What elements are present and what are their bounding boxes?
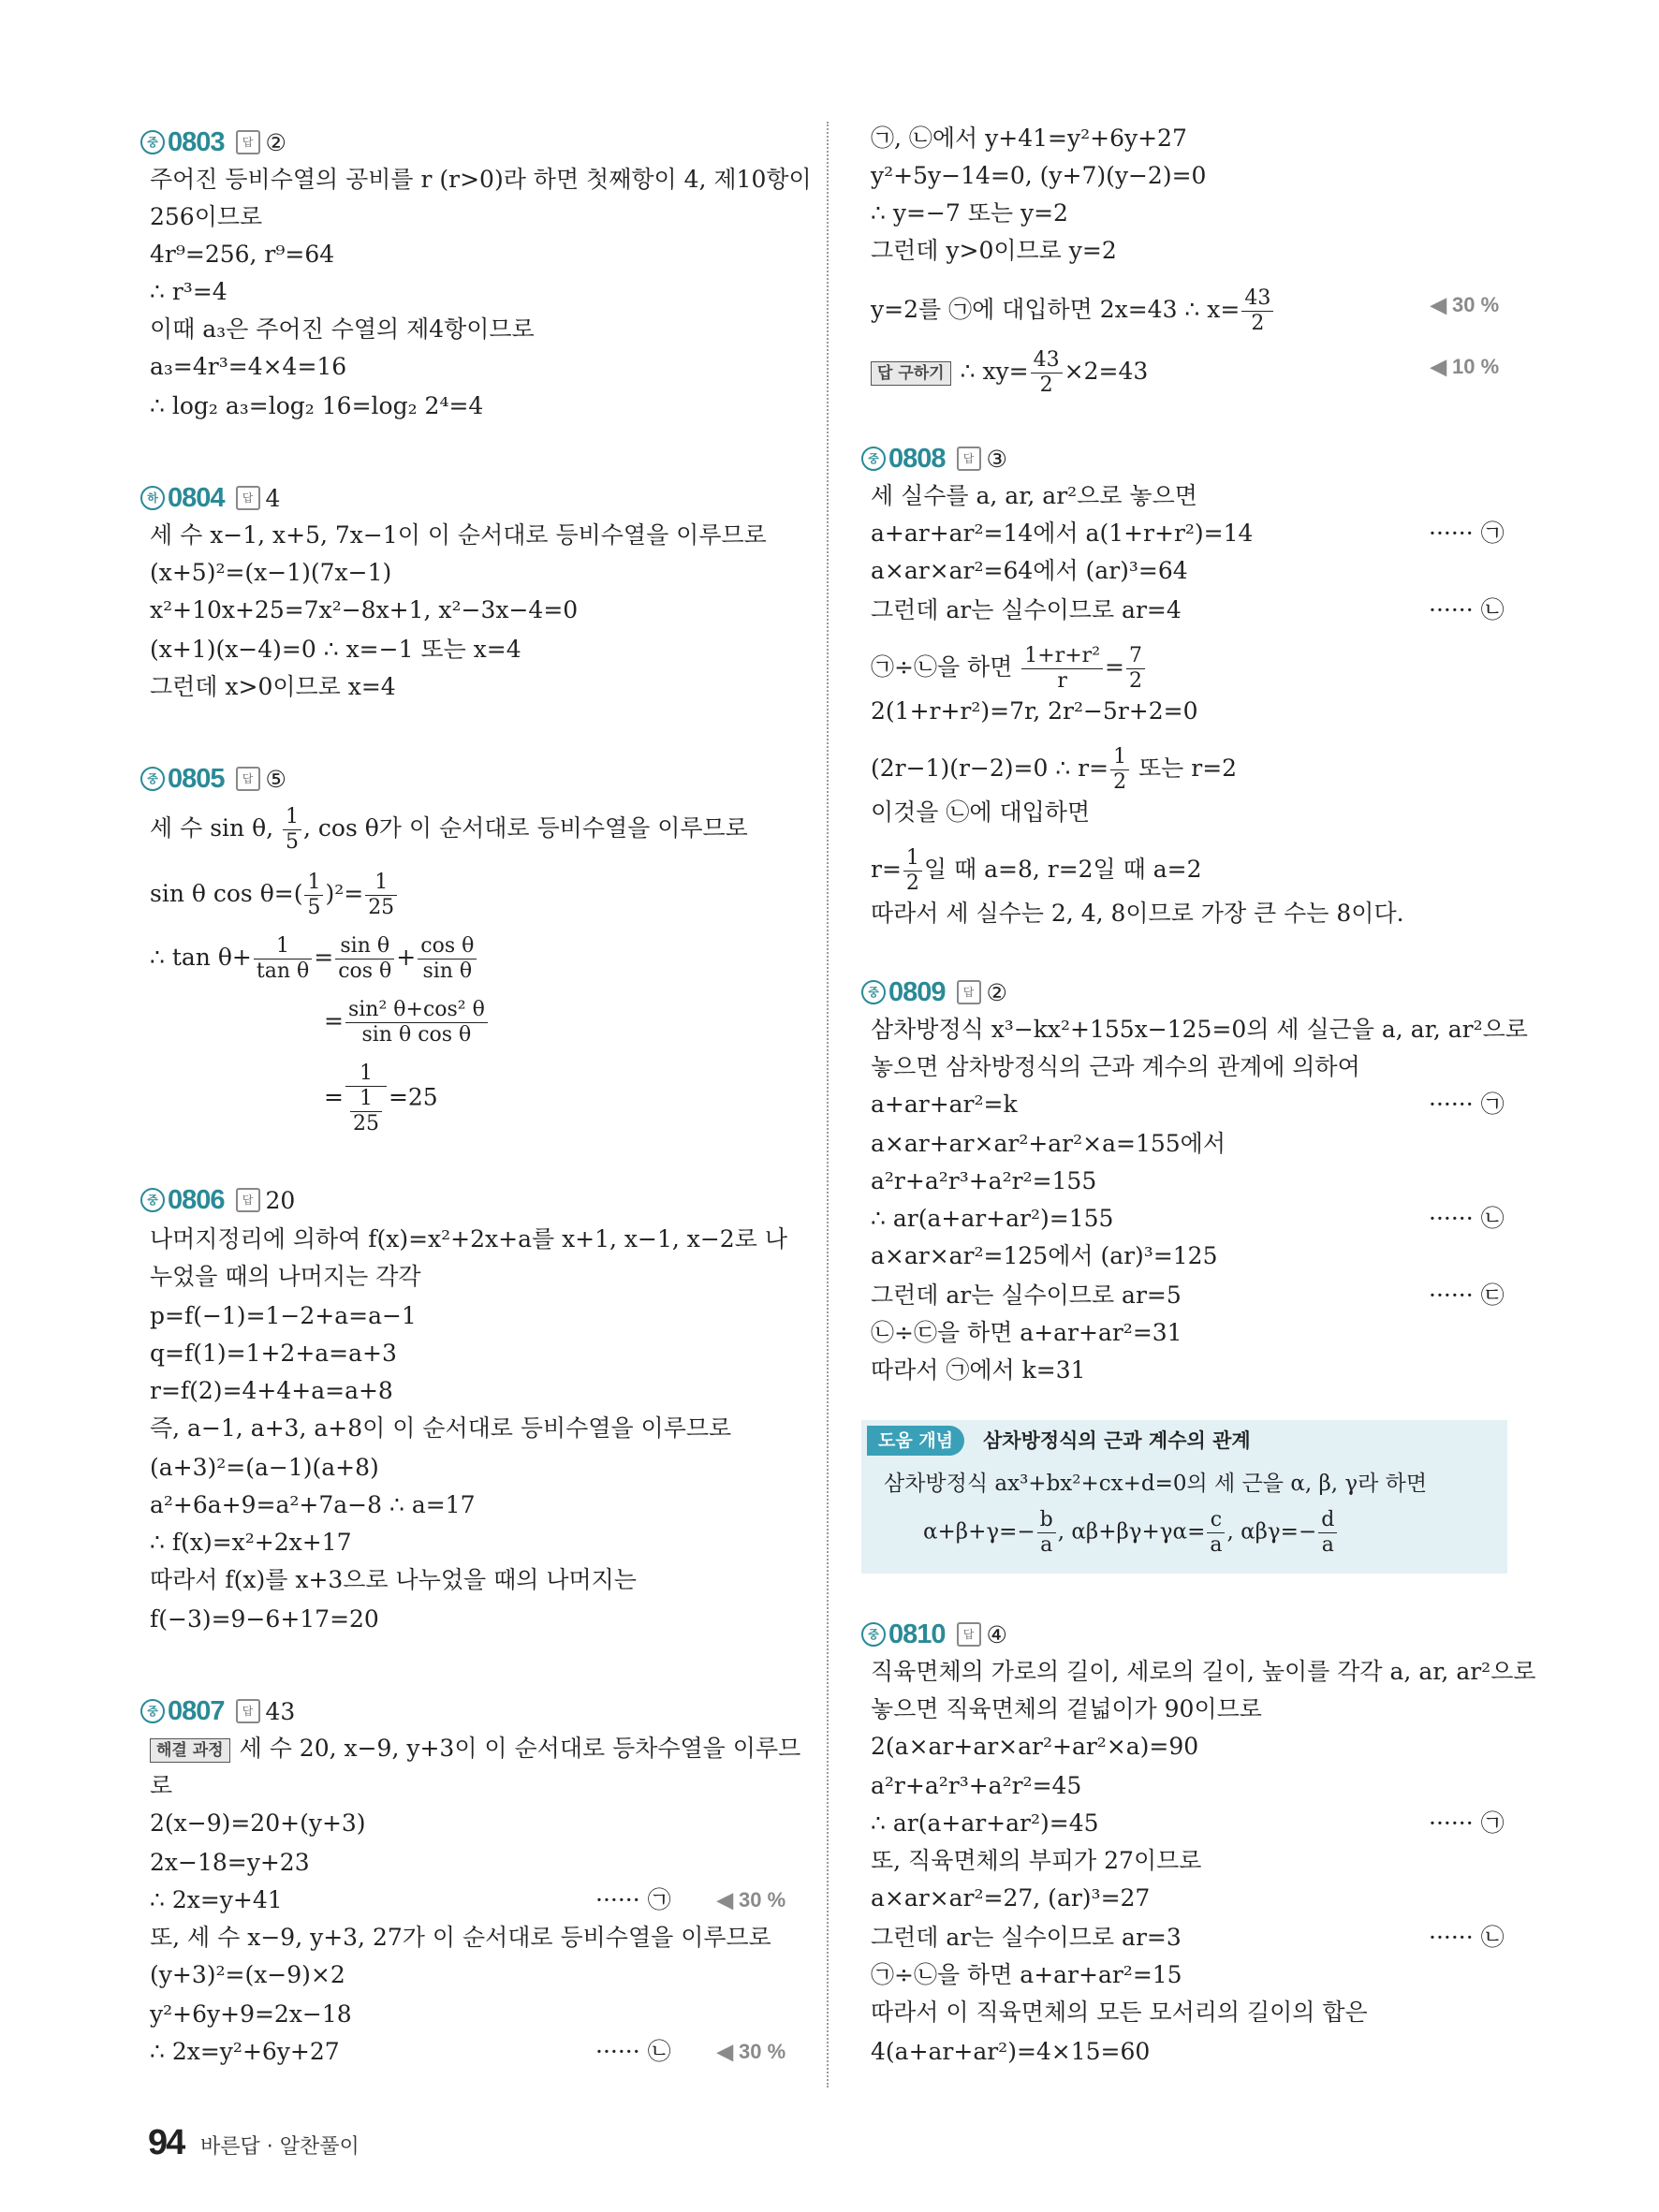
solution-line: 그런데 x>0이므로 x=4 bbox=[150, 673, 396, 700]
solution-line: 따라서 이 직육면체의 모든 모서리의 길이의 합은 bbox=[871, 1999, 1368, 2026]
solution-line: a₃=4r³=4×4=16 bbox=[150, 353, 347, 380]
problem-0805-header bbox=[140, 762, 286, 796]
problem-0806-header bbox=[140, 1183, 295, 1217]
solution-line: ∴ f(x)=x²+2x+17 bbox=[150, 1529, 352, 1556]
fraction: $\frac{1}{5}$ bbox=[304, 872, 323, 918]
equation-marker: ······ ㉡ bbox=[595, 2038, 671, 2065]
solution-line: r= $\frac{1}{2}$ 일 때 a=8, r=2일 때 a=2 bbox=[871, 846, 1202, 895]
fraction: $\frac{1}{2}$ bbox=[903, 848, 922, 894]
difficulty-badge: 중 bbox=[140, 1188, 165, 1212]
answer-value: 43 bbox=[265, 1697, 296, 1725]
solution-line: ∴ ar(a+ar+ar²)=45 bbox=[871, 1809, 1099, 1837]
answer-icon: 답 bbox=[957, 980, 981, 1004]
solution-line: 놓으면 직육면체의 겉넓이가 90이므로 bbox=[871, 1695, 1262, 1722]
solution-line: a×ar×ar²=125에서 (ar)³=125 bbox=[871, 1242, 1218, 1269]
fraction: $\frac{43}{2}$ bbox=[1241, 288, 1273, 334]
fraction: $\frac{d}{a}$ bbox=[1318, 1510, 1337, 1556]
solution-line: 4(a+ar+ar²)=4×15=60 bbox=[871, 2038, 1151, 2065]
step-tag: 답 구하기 bbox=[871, 361, 951, 386]
problem-number: 0807 bbox=[168, 1695, 225, 1726]
answer-icon: 답 bbox=[236, 1188, 260, 1212]
step-tag: 해결 과정 bbox=[150, 1738, 230, 1763]
problem-number: 0808 bbox=[888, 443, 946, 474]
solution-line: (a+3)²=(a−1)(a+8) bbox=[150, 1454, 379, 1481]
answer-icon: 답 bbox=[236, 486, 260, 510]
solution-line: y²+6y+9=2x−18 bbox=[150, 2000, 352, 2028]
solution-line: f(−3)=9−6+17=20 bbox=[150, 1605, 379, 1633]
solution-line: 4r⁹=256, r⁹=64 bbox=[150, 241, 335, 268]
difficulty-badge: 중 bbox=[861, 1622, 886, 1647]
fraction: $\frac{\text{1+r+r²}}{r}$ bbox=[1021, 646, 1103, 692]
solution-line: 또, 세 수 x−9, y+3, 27가 이 순서대로 등비수열을 이루므로 bbox=[150, 1924, 771, 1951]
solution-line: 세 수 sin θ, $\frac{1}{5}$ , cos θ가 이 순서대로 등비수열을 이루므로 bbox=[150, 805, 748, 854]
equation-marker: ······ ㉠ bbox=[595, 1886, 671, 1913]
solution-line: a+ar+ar²=14에서 a(1+r+r²)=14 bbox=[871, 520, 1254, 547]
solution-line: 세 수 x−1, x+5, 7x−1이 이 순서대로 등비수열을 이루므로 bbox=[150, 521, 767, 549]
fraction: $\frac{1}{\frac{1}{25}}$ bbox=[345, 1063, 387, 1135]
problem-number: 0809 bbox=[888, 976, 946, 1007]
solution-line: (x+5)²=(x−1)(7x−1) bbox=[150, 559, 392, 586]
solution-line: a×ar×ar²=64에서 (ar)³=64 bbox=[871, 557, 1188, 584]
solution-line: 2(x−9)=20+(y+3) bbox=[150, 1809, 366, 1837]
fraction: $\frac{\text{sin² θ+cos² θ}}{\text{sin θ cos θ}}$ bbox=[345, 1000, 488, 1046]
problem-0803-header bbox=[140, 125, 286, 159]
solution-line: ∴ r³=4 bbox=[150, 278, 228, 305]
equation-marker: ······ ㉠ bbox=[1429, 1091, 1505, 1118]
solution-line: y²+5y−14=0, (y+7)(y−2)=0 bbox=[871, 162, 1207, 189]
difficulty-badge: 중 bbox=[140, 130, 165, 154]
solution-line: 따라서 세 실수는 2, 4, 8이므로 가장 큰 수는 8이다. bbox=[871, 900, 1404, 927]
answer-value: 20 bbox=[265, 1186, 296, 1214]
solution-line: = $\frac{\text{sin² θ+cos² θ}}{\text{sin θ cos θ}}$ bbox=[324, 1000, 490, 1046]
solution-line: 직육면체의 가로의 길이, 세로의 길이, 높이를 각각 a, ar, ar²으로 bbox=[871, 1658, 1536, 1685]
answer-value: ② bbox=[265, 128, 286, 156]
difficulty-badge: 중 bbox=[861, 447, 886, 471]
solution-line: ㉠÷㉡을 하면 $\frac{\text{1+r+r²}}{r}$ = $\frac{7}{2}$ bbox=[871, 646, 1147, 692]
solution-line: a+ar+ar²=k bbox=[871, 1091, 1018, 1118]
concept-box bbox=[861, 1420, 1507, 1574]
solution-line: 삼차방정식 x³−kx²+155x−125=0의 세 실근을 a, ar, ar²으로 bbox=[871, 1016, 1528, 1043]
problem-0810-header bbox=[861, 1618, 1007, 1651]
solution-line: 즉, a−1, a+3, a+8이 이 순서대로 등비수열을 이루므로 bbox=[150, 1414, 732, 1442]
problem-0808-header bbox=[861, 442, 1007, 476]
problem-number: 0804 bbox=[168, 482, 225, 513]
solution-line: ∴ 2x=y+41 bbox=[150, 1886, 283, 1913]
answer-icon: 답 bbox=[236, 130, 260, 154]
solution-line: 이것을 ㉡에 대입하면 bbox=[871, 798, 1091, 826]
solution-line: y=2를 ㉠에 대입하면 2x=43 ∴ x= $\frac{43}{2}$ bbox=[871, 288, 1275, 334]
solution-line: ∴ tan θ+ $\frac{1}{\text{tan θ}}$ = $\frac{\text{sin θ}}{\text{cos θ}}$ + $\frac{\text{cos θ}}{\text{sin θ}}$ bbox=[150, 936, 478, 982]
score-percent: ◀ 30 % bbox=[1431, 293, 1500, 316]
fraction: $\frac{b}{a}$ bbox=[1037, 1510, 1056, 1556]
answer-icon: 답 bbox=[957, 1622, 981, 1647]
solution-line: 세 실수를 a, ar, ar²으로 놓으면 bbox=[871, 482, 1197, 509]
solution-line: ∴ 2x=y²+6y+27 bbox=[150, 2038, 340, 2065]
solution-line: p=f(−1)=1−2+a=a−1 bbox=[150, 1302, 417, 1329]
solution-line: 256이므로 bbox=[150, 203, 263, 230]
score-percent: ◀ 30 % bbox=[717, 1888, 786, 1912]
score-percent: ◀ 10 % bbox=[1431, 355, 1500, 378]
solution-line: ∴ ar(a+ar+ar²)=155 bbox=[871, 1205, 1114, 1232]
solution-line: = $\frac{1}{\frac{1}{25}}$ =25 bbox=[324, 1062, 438, 1135]
answer-value: ② bbox=[986, 978, 1007, 1006]
fraction: $\frac{c}{a}$ bbox=[1207, 1510, 1225, 1556]
fraction: $\frac{43}{2}$ bbox=[1031, 350, 1063, 396]
solution-line: 그런데 y>0이므로 y=2 bbox=[871, 237, 1117, 264]
book-title: 바른답 · 알찬풀이 bbox=[200, 2135, 360, 2159]
solution-line: 2x−18=y+23 bbox=[150, 1849, 310, 1876]
solution-line: q=f(1)=1+2+a=a+3 bbox=[150, 1340, 397, 1367]
problem-number: 0803 bbox=[168, 126, 225, 157]
solution-line: ∴ y=−7 또는 y=2 bbox=[871, 199, 1068, 227]
solution-line: 따라서 ㉠에서 k=31 bbox=[871, 1356, 1086, 1384]
solution-line: (x+1)(x−4)=0 ∴ x=−1 또는 x=4 bbox=[150, 636, 521, 663]
solution-line: 또, 직육면체의 부피가 27이므로 bbox=[871, 1847, 1202, 1874]
answer-value: ④ bbox=[986, 1620, 1007, 1648]
problem-0804-header bbox=[140, 481, 280, 515]
solution-line: 답 구하기 ∴ xy= $\frac{43}{2}$ ×2=43 bbox=[871, 350, 1148, 396]
problem-number: 0806 bbox=[168, 1184, 225, 1215]
difficulty-badge: 중 bbox=[861, 980, 886, 1004]
equation-marker: ······ ㉠ bbox=[1429, 1809, 1505, 1837]
fraction: $\frac{7}{2}$ bbox=[1126, 646, 1145, 692]
problem-0807-header bbox=[140, 1694, 295, 1728]
solution-line: a×ar×ar²=27, (ar)³=27 bbox=[871, 1884, 1151, 1912]
concept-line: α+β+γ=− $\frac{b}{a}$ , αβ+βγ+γα= $\frac{c}{a}$ , αβγ=− $\frac{d}{a}$ bbox=[923, 1510, 1339, 1556]
column-divider bbox=[827, 122, 829, 2087]
equation-marker: ······ ㉡ bbox=[1429, 1924, 1505, 1951]
solution-line: ∴ log₂ a₃=log₂ 16=log₂ 2⁴=4 bbox=[150, 392, 484, 419]
difficulty-badge: 하 bbox=[140, 486, 165, 510]
equation-marker: ······ ㉡ bbox=[1429, 596, 1505, 623]
solution-line: 2(1+r+r²)=7r, 2r²−5r+2=0 bbox=[871, 697, 1198, 725]
equation-marker: ······ ㉡ bbox=[1429, 1205, 1505, 1232]
solution-line: 해결 과정 세 수 20, x−9, y+3이 이 순서대로 등차수열을 이루므 bbox=[150, 1734, 800, 1764]
concept-tag: 도움 개념 bbox=[867, 1426, 964, 1456]
problem-number: 0805 bbox=[168, 763, 225, 794]
solution-line: 2(a×ar+ar×ar²+ar²×a)=90 bbox=[871, 1733, 1199, 1760]
solution-line: (y+3)²=(x−9)×2 bbox=[150, 1961, 345, 1988]
equation-marker: ······ ㉢ bbox=[1429, 1282, 1505, 1309]
problem-number: 0810 bbox=[888, 1619, 946, 1649]
fraction: $\frac{1}{5}$ bbox=[283, 807, 301, 853]
solution-line: 놓으면 삼차방정식의 근과 계수의 관계에 의하여 bbox=[871, 1053, 1360, 1080]
solution-line: 로 bbox=[150, 1772, 173, 1799]
answer-value: 4 bbox=[265, 484, 281, 512]
fraction: $\frac{1}{25}$ bbox=[365, 872, 397, 918]
answer-icon: 답 bbox=[236, 767, 260, 791]
fraction: $\frac{\text{cos θ}}{\text{sin θ}}$ bbox=[418, 936, 477, 982]
fraction: $\frac{\text{sin θ}}{\text{cos θ}}$ bbox=[335, 936, 394, 982]
solution-line: 그런데 ar는 실수이므로 ar=4 bbox=[871, 596, 1182, 623]
answer-value: ③ bbox=[986, 445, 1007, 473]
solution-line: sin θ cos θ=( $\frac{1}{5}$ )²= $\frac{1}{25}$ bbox=[150, 872, 399, 918]
solution-line: ㉠÷㉡을 하면 a+ar+ar²=15 bbox=[871, 1961, 1182, 1988]
fraction: $\frac{1}{2}$ bbox=[1110, 747, 1129, 793]
solution-line: a×ar+ar×ar²+ar²×a=155에서 bbox=[871, 1130, 1226, 1157]
solution-line: 그런데 ar는 실수이므로 ar=3 bbox=[871, 1924, 1182, 1951]
answer-value: ⑤ bbox=[265, 765, 286, 793]
concept-title: 삼차방정식의 근과 계수의 관계 bbox=[983, 1429, 1251, 1452]
concept-line: 삼차방정식 ax³+bx²+cx+d=0의 세 근을 α, β, γ라 하면 bbox=[884, 1472, 1428, 1496]
solution-line: ㉠, ㉡에서 y+41=y²+6y+27 bbox=[871, 125, 1187, 152]
solution-line: 따라서 f(x)를 x+3으로 나누었을 때의 나머지는 bbox=[150, 1566, 637, 1593]
difficulty-badge: 중 bbox=[140, 1699, 165, 1723]
solution-line: (2r−1)(r−2)=0 ∴ r= $\frac{1}{2}$ 또는 r=2 bbox=[871, 745, 1238, 794]
solution-line: 나머지정리에 의하여 f(x)=x²+2x+a를 x+1, x−1, x−2로 나 bbox=[150, 1225, 787, 1252]
solution-line: 주어진 등비수열의 공비를 r (r>0)라 하면 첫째항이 4, 제10항이 bbox=[150, 166, 812, 193]
answer-icon: 답 bbox=[236, 1699, 260, 1723]
equation-marker: ······ ㉠ bbox=[1429, 520, 1505, 547]
solution-line: x²+10x+25=7x²−8x+1, x²−3x−4=0 bbox=[150, 596, 579, 623]
solution-line: a²+6a+9=a²+7a−8 ∴ a=17 bbox=[150, 1491, 476, 1518]
solution-line: 이때 a₃은 주어진 수열의 제4항이므로 bbox=[150, 315, 535, 343]
problem-0809-header bbox=[861, 975, 1007, 1009]
solution-line: ㉡÷㉢을 하면 a+ar+ar²=31 bbox=[871, 1319, 1182, 1346]
solution-line: a²r+a²r³+a²r²=45 bbox=[871, 1772, 1082, 1799]
page-number: 94 bbox=[148, 2123, 184, 2162]
fraction: $\frac{1}{\text{tan θ}}$ bbox=[254, 936, 312, 982]
solution-line: 누었을 때의 나머지는 각각 bbox=[150, 1263, 421, 1290]
solution-line: a²r+a²r³+a²r²=155 bbox=[871, 1167, 1097, 1194]
solution-line: 그런데 ar는 실수이므로 ar=5 bbox=[871, 1282, 1182, 1309]
solution-line: r=f(2)=4+4+a=a+8 bbox=[150, 1377, 393, 1404]
answer-icon: 답 bbox=[957, 447, 981, 471]
score-percent: ◀ 30 % bbox=[717, 2040, 786, 2063]
difficulty-badge: 중 bbox=[140, 767, 165, 791]
